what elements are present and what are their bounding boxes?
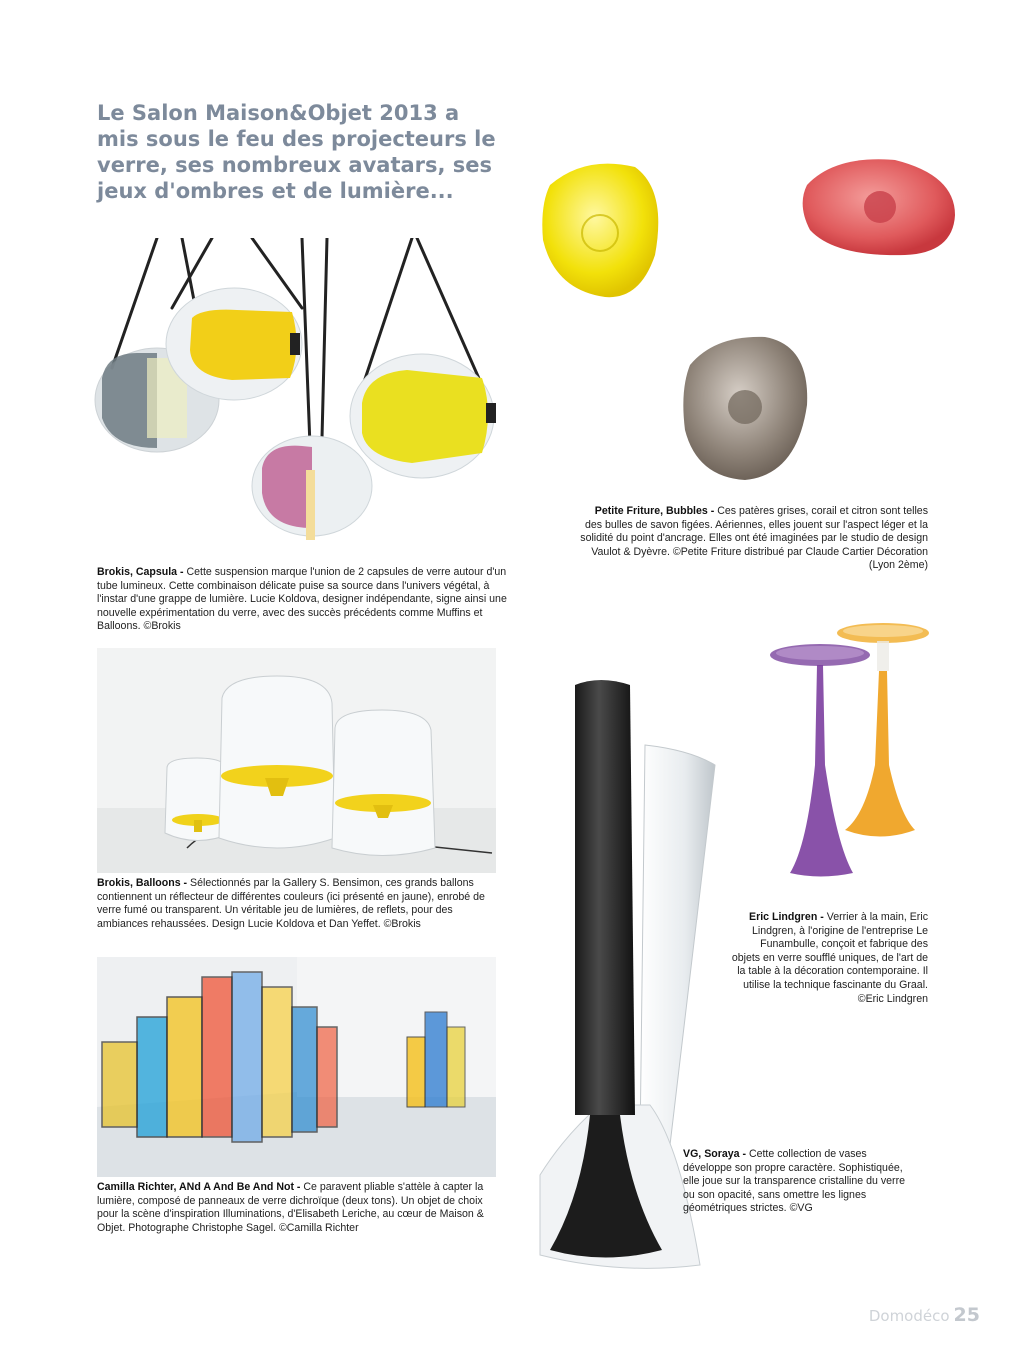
lindgren-caption bbox=[730, 911, 928, 1006]
page-footer bbox=[869, 1304, 980, 1326]
balloons-caption bbox=[97, 877, 501, 931]
balloons-photo bbox=[97, 648, 496, 873]
yellow-bubble-shape bbox=[542, 164, 658, 298]
bubbles-caption-text: Ces patères grises, corail et citron sont telles des bulles de savon figées. Aériennes, elles jouent sur l'aspect léger et la solidité du point d'ancrage. Elles ont été imaginées par le studio de design Vaulot & Dyèvre. ©Petite Friture distribué par Claude Cartier Décoration (Lyon 2ème) bbox=[580, 505, 928, 572]
balloons-caption-title: Brokis, Balloons - bbox=[97, 877, 188, 889]
lindgren-photo bbox=[765, 615, 935, 880]
capsula-caption-text: Cette suspension marque l'union de 2 capsules de verre autour d'un tube lumineux. Cette combinaison délicate puise sa source dans l'univers végétal, à l'instar d'une grappe de lumière. Lucie Koldova, designer indépendante, signe ainsi une nouvelle expérimentation du verre, avec des succès précédents comme Muffins et Balloons. ©Brokis bbox=[97, 566, 507, 633]
richter-photo bbox=[97, 957, 496, 1177]
lindgren-caption-text: Verrier à la main, Eric Lindgren, à l'origine de l'entreprise Le Funambulle, conçoit et fabrique des objets en verre soufflé uniques, de l'art de la table à la décoration contemporaine. Il utilise la technique fascinante du Graal. ©Eric Lindgren bbox=[731, 911, 928, 1005]
pink-capsule-shape bbox=[252, 436, 372, 540]
richter-caption bbox=[97, 1181, 501, 1235]
medium-balloon-shape bbox=[332, 710, 435, 856]
yellow-capsule-right-shape bbox=[350, 354, 496, 478]
balloons-caption-text: Sélectionnés par la Gallery S. Bensimon, ces grands ballons contiennent un réflecteur de différentes couleurs (ici présenté en jaune), enrobé de verre fumé ou transparent. Un véritable jeu de lumières, de reflets, pour des ambiances rehaussées. Design Lucie Koldova et Dan Yeffet. ©Brokis bbox=[97, 877, 485, 930]
purple-candleholder-shape bbox=[770, 644, 870, 877]
large-balloon-shape bbox=[219, 676, 335, 848]
bubbles-photo bbox=[535, 145, 965, 490]
lindgren-caption-title: Eric Lindgren - bbox=[749, 911, 824, 923]
page-number: 25 bbox=[953, 1304, 980, 1326]
capsula-caption-title: Brokis, Capsula - bbox=[97, 566, 184, 578]
bubbles-caption-title: Petite Friture, Bubbles - bbox=[594, 505, 715, 517]
yellow-capsule-shape bbox=[166, 288, 302, 400]
headline: Le Salon Maison&Objet 2013 a mis sous le feu des projecteurs le verre, ses nombreux avatars, ses jeux d'ombres et de lumière... bbox=[97, 101, 496, 203]
soraya-caption bbox=[683, 1148, 908, 1216]
capsula-photo bbox=[62, 238, 512, 560]
footer-brand: Domodéco bbox=[868, 1307, 950, 1325]
soraya-caption-title: VG, Soraya - bbox=[683, 1148, 746, 1160]
richter-caption-text: Ce paravent pliable s'attèle à capter la lumière, composé de panneaux de verre dichroïque (deux tons). Un objet de choix pour la scène d'inspiration Illuminations, d'Elisabeth Leriche, au cœur de Maison & Objet. Photographe Christophe Sagel. ©Camilla Richter bbox=[97, 1181, 484, 1234]
bubbles-caption bbox=[578, 505, 928, 573]
richter-caption-title: Camilla Richter, ANd A And Be And Not - bbox=[97, 1181, 301, 1193]
capsula-caption bbox=[97, 566, 521, 634]
soraya-caption-text: Cette collection de vases développe son propre caractère. Sophistiquée, elle joue sur la transparence cristalline du verre ou son opacité, sans omettre les lignes géométriques strictes. ©VG bbox=[683, 1148, 905, 1215]
